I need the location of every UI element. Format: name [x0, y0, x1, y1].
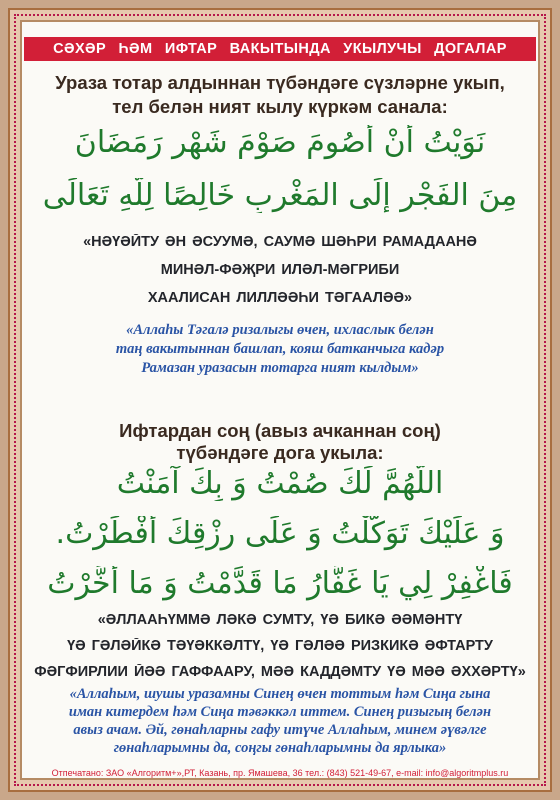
- title-banner: СӘХӘР ҺӘМ ИФТАР ВАКЫТЫНДА УКЫЛУЧЫ ДОГАЛАР: [24, 37, 536, 61]
- printer-footer: Отпечатано: ЗАО «Алгоритм+»,РТ, Казань, пр. Ямашева, 36 тел.: (843) 521-49-67, e-mail: info@algoritmplus.ru: [51, 768, 509, 778]
- iftar-arabic-line-1: اللَّهُمَّ لَكَ صُمْتُ وَ بِكَ آمَنْتُ: [116, 466, 444, 501]
- suhoor-intro-line-1: Ураза тотар алдыннан түбәндәге сүзләрне укып,: [55, 72, 505, 93]
- suhoor-translit-line-1: «НӘҮӘЙТУ ӘН ӘСУУМӘ, САУМӘ ШӘҺРИ РАМАДААНӘ: [83, 234, 477, 250]
- iftar-translation-line-2: иман китердем һәм Сиңа тәвәккәл иттем. Синең ризыгың белән: [68, 704, 492, 720]
- iftar-intro-line-1: Ифтардан соң (авыз ачканнан соң): [119, 420, 441, 441]
- suhoor-arabic-line-2: مِنَ الفَجْرِ إِلَى المَغْرِبِ خَالِصًا لِلَّهِ تَعَالَى: [42, 178, 518, 213]
- iftar-translit-line-1: «ӘЛЛААҺҮММӘ ЛӘКӘ СУМТУ, ҮӘ БИКӘ ӘӘМӘНТҮ: [97, 612, 463, 628]
- suhoor-arabic-line-1: نَوَيْتُ أَنْ أَصُومَ صَوْمَ شَهْرِ رَمَضَانَ: [74, 125, 486, 160]
- iftar-arabic-line-3: فَاغْفِرْ لِي يَا غَفَّارُ مَا قَدَّمْتُ وَ مَا أَخَّرْتُ: [47, 566, 513, 601]
- iftar-translation-line-4: гөнаһларымны да, соңгы гөнаһларымны да ярлыка»: [113, 740, 447, 756]
- suhoor-translit-line-3: ХААЛИСАН ЛИЛЛӘӘҺИ ТӘГААЛӘӘ»: [147, 290, 413, 306]
- iftar-translit-line-3: ФӘГФИРЛИИ ЙӘӘ ГАФФААРУ, МӘӘ КАДДӘМТУ ҮӘ МӘӘ ӘХХӘРТҮ»: [34, 664, 526, 680]
- suhoor-translation-line-1: «Аллаһы Тәгалә ризалыгы өчен, ихласлык белән: [126, 322, 434, 338]
- iftar-intro-line-2: түбәндәге дога укыла:: [176, 442, 384, 463]
- suhoor-translit-line-2: МИНӘЛ-ФӘҖРИ ИЛӘЛ-МӘГРИБИ: [160, 262, 400, 278]
- iftar-translation-line-3: авыз ачам. Әй, гөнаһларны гафу итүче Аллаһым, минем әүвәлге: [73, 722, 487, 738]
- iftar-arabic-line-2: وَ عَلَيْكَ تَوَكَّلْتُ وَ عَلَى رِزْقِكَ أَفْطَرْتُ.: [55, 516, 505, 551]
- suhoor-translation-line-2: таң вакытыннан башлап, кояш батканчыга кадәр: [115, 341, 445, 357]
- suhoor-translation-line-3: Рамазан уразасын тотарга ният кылдым»: [141, 360, 419, 376]
- iftar-translation-line-1: «Аллаһым, шушы уразамны Синең өчен тоттым һәм Сиңа гына: [69, 686, 491, 702]
- iftar-translit-line-2: ҮӘ ГӘЛӘЙКӘ ТӘҮӘККӘЛТҮ, ҮӘ ГӘЛӘӘ РИЗКИКӘ ӘФТАРТУ: [67, 638, 493, 654]
- suhoor-intro-line-2: тел белән ният кылу күркәм санала:: [112, 96, 448, 117]
